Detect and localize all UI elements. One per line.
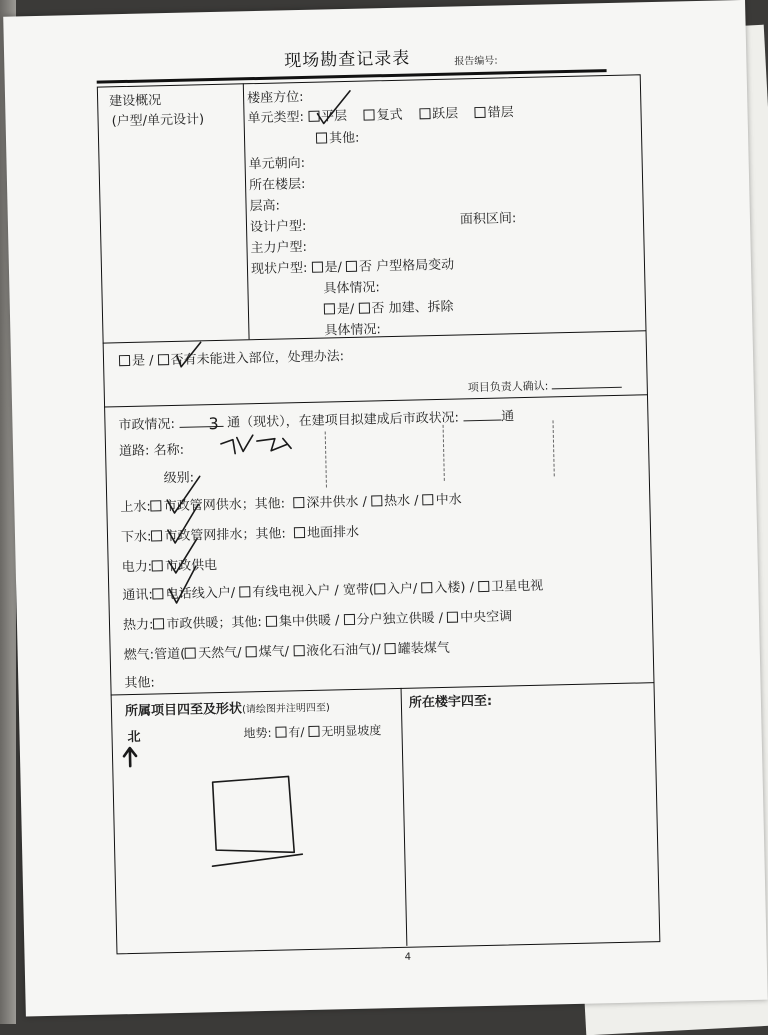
checkbox-other[interactable]	[316, 132, 327, 143]
boundary-heading: 所属项目四至及形状	[124, 701, 243, 720]
handwritten-count: 3	[208, 413, 219, 434]
confirm-label: 项目负责人确认:	[467, 379, 549, 395]
count-blank[interactable]	[179, 416, 223, 428]
checkbox-terrain-flat[interactable]	[308, 726, 319, 737]
checkbox-layout-yes[interactable]	[311, 262, 322, 273]
checkbox-hot-water[interactable]	[371, 495, 382, 506]
municipal-status-text: 通（现状），在建项目拟建成后市政状况:	[226, 410, 460, 431]
checkbox-central-ac[interactable]	[447, 612, 458, 623]
boundary-note: (请绘图并注明四至)	[241, 702, 330, 716]
unit-type-other-row	[316, 131, 360, 148]
option-other: 其他:	[328, 130, 360, 147]
checkbox-access-no[interactable]	[158, 354, 169, 365]
drain-main: 市政管网排水；其他:	[164, 526, 286, 545]
road-row	[119, 443, 184, 460]
checkbox-reclaimed-water[interactable]	[423, 494, 434, 505]
checkbox-individual-heat[interactable]	[343, 614, 354, 625]
design-layout-label: 设计户型:	[249, 218, 307, 236]
addition-yes: 是/	[336, 301, 355, 318]
comm-cable: 有线电视入户 /	[252, 583, 339, 601]
access-no-text: 否有未能进入部位，处理办法:	[170, 349, 345, 369]
option-split-level: 错层	[487, 105, 514, 121]
checkbox-phone[interactable]	[153, 588, 164, 599]
floor-label: 所在楼层:	[248, 176, 306, 194]
checkbox-layout-no[interactable]	[346, 261, 357, 272]
checkbox-municipal-drain[interactable]	[151, 530, 162, 541]
north-label: 北	[127, 729, 141, 746]
layout-no: 否	[358, 259, 373, 275]
checkbox-access-yes[interactable]	[119, 355, 130, 366]
comm-label: 通讯:	[122, 587, 153, 604]
checkbox-loft[interactable]	[419, 108, 430, 119]
future-count-blank[interactable]	[463, 410, 501, 422]
details-label: 具体情况:	[323, 280, 381, 297]
checkbox-natural-gas[interactable]	[185, 648, 196, 659]
checkbox-flat[interactable]	[308, 111, 319, 122]
unit-type-label: 单元类型:	[247, 109, 305, 127]
drain-opt-surface: 地面排水	[306, 524, 360, 541]
power-main: 市政供电	[164, 558, 218, 575]
checkbox-addition-yes[interactable]	[324, 303, 335, 314]
comm-broadband: 宽带(	[342, 582, 375, 599]
water-opt-reclaimed: 中水	[435, 492, 462, 509]
road-label: 道路:	[118, 443, 150, 460]
main-layout-label: 主力户型:	[250, 239, 308, 257]
layout-yes: 是/	[324, 260, 343, 276]
comm-home: 入户/	[386, 581, 418, 598]
terrain-label: 地势:	[243, 725, 272, 741]
addition-no: 否	[371, 301, 385, 317]
checkbox-central-heat[interactable]	[266, 616, 277, 627]
comm-satellite: 卫星电视	[491, 578, 544, 595]
terrain-slope: 有/	[288, 725, 305, 740]
floor-height-label: 层高:	[249, 198, 281, 215]
gas-natural: 天然气/	[198, 645, 242, 662]
checkbox-addition-no[interactable]	[358, 303, 369, 314]
water-opt-hot: 热水 /	[383, 493, 419, 510]
checkbox-duplex[interactable]	[363, 109, 374, 120]
survey-form-page	[3, 0, 767, 1016]
checkbox-cable-tv[interactable]	[239, 586, 250, 597]
water-opt-well: 深井供水 /	[306, 494, 368, 511]
overview-subheading: (户型/单元设计)	[111, 112, 205, 130]
checkbox-satellite[interactable]	[478, 581, 489, 592]
heat-main: 市政供暖；其他:	[166, 615, 262, 633]
gas-label: 燃气:	[123, 647, 155, 664]
checkbox-broadband-home[interactable]	[374, 583, 385, 594]
overview-heading: 建设概况	[108, 93, 162, 110]
drain-label: 下水:	[120, 529, 152, 546]
heat-label: 热力:	[122, 617, 154, 634]
other-label: 其他:	[124, 675, 155, 692]
checkbox-broadband-building[interactable]	[421, 582, 432, 593]
access-yes: 是 /	[131, 353, 154, 369]
building-boundary-heading: 所在楼宇四至:	[408, 693, 493, 711]
confirm-signature-line[interactable]	[552, 377, 622, 390]
addition-row	[324, 300, 454, 319]
gas-coal: 煤气/	[258, 644, 290, 661]
municipal-status-label: 市政情况:	[118, 416, 176, 434]
checkbox-split-level[interactable]	[475, 107, 486, 118]
terrain-row	[243, 722, 381, 741]
checkbox-municipal-power[interactable]	[152, 560, 163, 571]
checkbox-lpg[interactable]	[293, 645, 304, 656]
heat-opt-central: 集中供暖 /	[278, 613, 340, 630]
details-label-2: 具体情况:	[324, 322, 381, 339]
power-row	[122, 558, 218, 576]
layout-change-text: 户型格局变动	[376, 257, 455, 275]
heat-opt-individual: 分户独立供暖 /	[356, 610, 444, 628]
comm-building: 入楼) /	[434, 580, 475, 597]
report-number-label: 报告编号:	[454, 55, 498, 68]
road-name-label: 名称:	[153, 442, 185, 459]
checkbox-coal-gas[interactable]	[246, 646, 257, 657]
checkbox-surface-drain[interactable]	[294, 527, 305, 538]
unit-facing-label: 单元朝向:	[248, 155, 306, 173]
gas-lpg: 液化石油气)/	[306, 642, 381, 660]
gas-pipe: 管道(	[153, 646, 186, 663]
current-layout-label: 现状户型:	[250, 260, 308, 278]
checkbox-well-water[interactable]	[293, 497, 304, 508]
checkbox-bottled-gas[interactable]	[385, 643, 396, 654]
water-main: 市政管网供水；其他:	[163, 496, 286, 515]
option-duplex: 复式	[376, 107, 403, 124]
water-label: 上水:	[120, 499, 151, 516]
option-loft: 跃层	[431, 106, 459, 123]
addition-text: 加建、拆除	[388, 299, 454, 317]
checkbox-municipal-water[interactable]	[151, 500, 162, 511]
heat-opt-ac: 中央空调	[460, 609, 513, 626]
option-flat: 平层	[320, 108, 348, 125]
checkbox-municipal-heat[interactable]	[153, 618, 164, 629]
comm-phone: 电话线入户/	[165, 585, 236, 603]
page-number: 4	[404, 951, 412, 963]
area-range-label: 面积区间:	[459, 211, 517, 228]
gas-bottled: 罐装煤气	[397, 640, 450, 657]
terrain-flat: 无明显坡度	[321, 723, 382, 739]
page-title: 现场勘查记录表	[284, 48, 411, 72]
municipal-status-tail: 通	[500, 409, 515, 425]
checkbox-terrain-slope[interactable]	[275, 727, 286, 738]
orientation-label: 楼座方位:	[246, 89, 304, 107]
road-grade-label: 级别:	[163, 470, 195, 487]
power-label: 电力:	[121, 559, 153, 576]
